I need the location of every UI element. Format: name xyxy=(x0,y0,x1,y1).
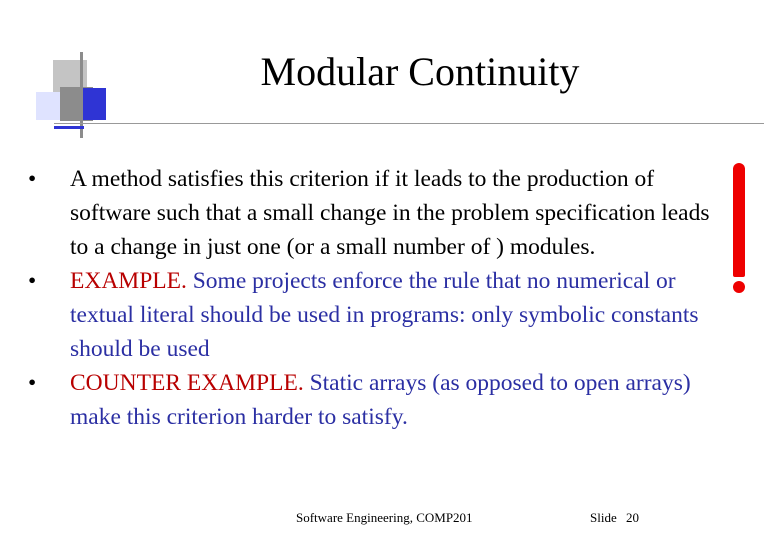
bullet-marker: • xyxy=(28,166,37,192)
exclamation-mark-icon xyxy=(730,163,750,293)
slide-label: Slide xyxy=(590,510,617,525)
bullet-label-counter-example: COUNTER EXAMPLE. xyxy=(70,370,304,396)
bullet-text: A method satisfies this criterion if it leads to the production of software such that a small change in the problem specification leads to a change in just one (or a small number of ) modules. xyxy=(70,166,710,260)
logo-blue-underline xyxy=(54,126,84,129)
exclamation-bar xyxy=(733,163,745,277)
bullet-item xyxy=(28,264,718,366)
footer-slide-number xyxy=(590,510,639,526)
bullet-list xyxy=(28,162,718,434)
bullet-label-example: EXAMPLE. xyxy=(70,268,187,294)
exclamation-point xyxy=(733,281,745,293)
bullet-text: Static arrays (as opposed to open arrays) make this criterion harder to satisfy. xyxy=(70,370,691,430)
logo-blue-square xyxy=(80,88,106,120)
title-underline xyxy=(54,123,764,124)
bullet-marker: • xyxy=(28,370,37,396)
bullet-item xyxy=(28,366,718,434)
slide-title: Modular Continuity xyxy=(260,49,580,94)
footer-course: Software Engineering, COMP201 xyxy=(296,510,473,525)
bullet-text: Some projects enforce the rule that no numerical or textual literal should be used in programs: only symbolic constants should be used xyxy=(70,268,699,362)
bullet-item xyxy=(28,162,718,264)
slide-number: 20 xyxy=(625,510,639,525)
bullet-marker: • xyxy=(28,268,37,294)
